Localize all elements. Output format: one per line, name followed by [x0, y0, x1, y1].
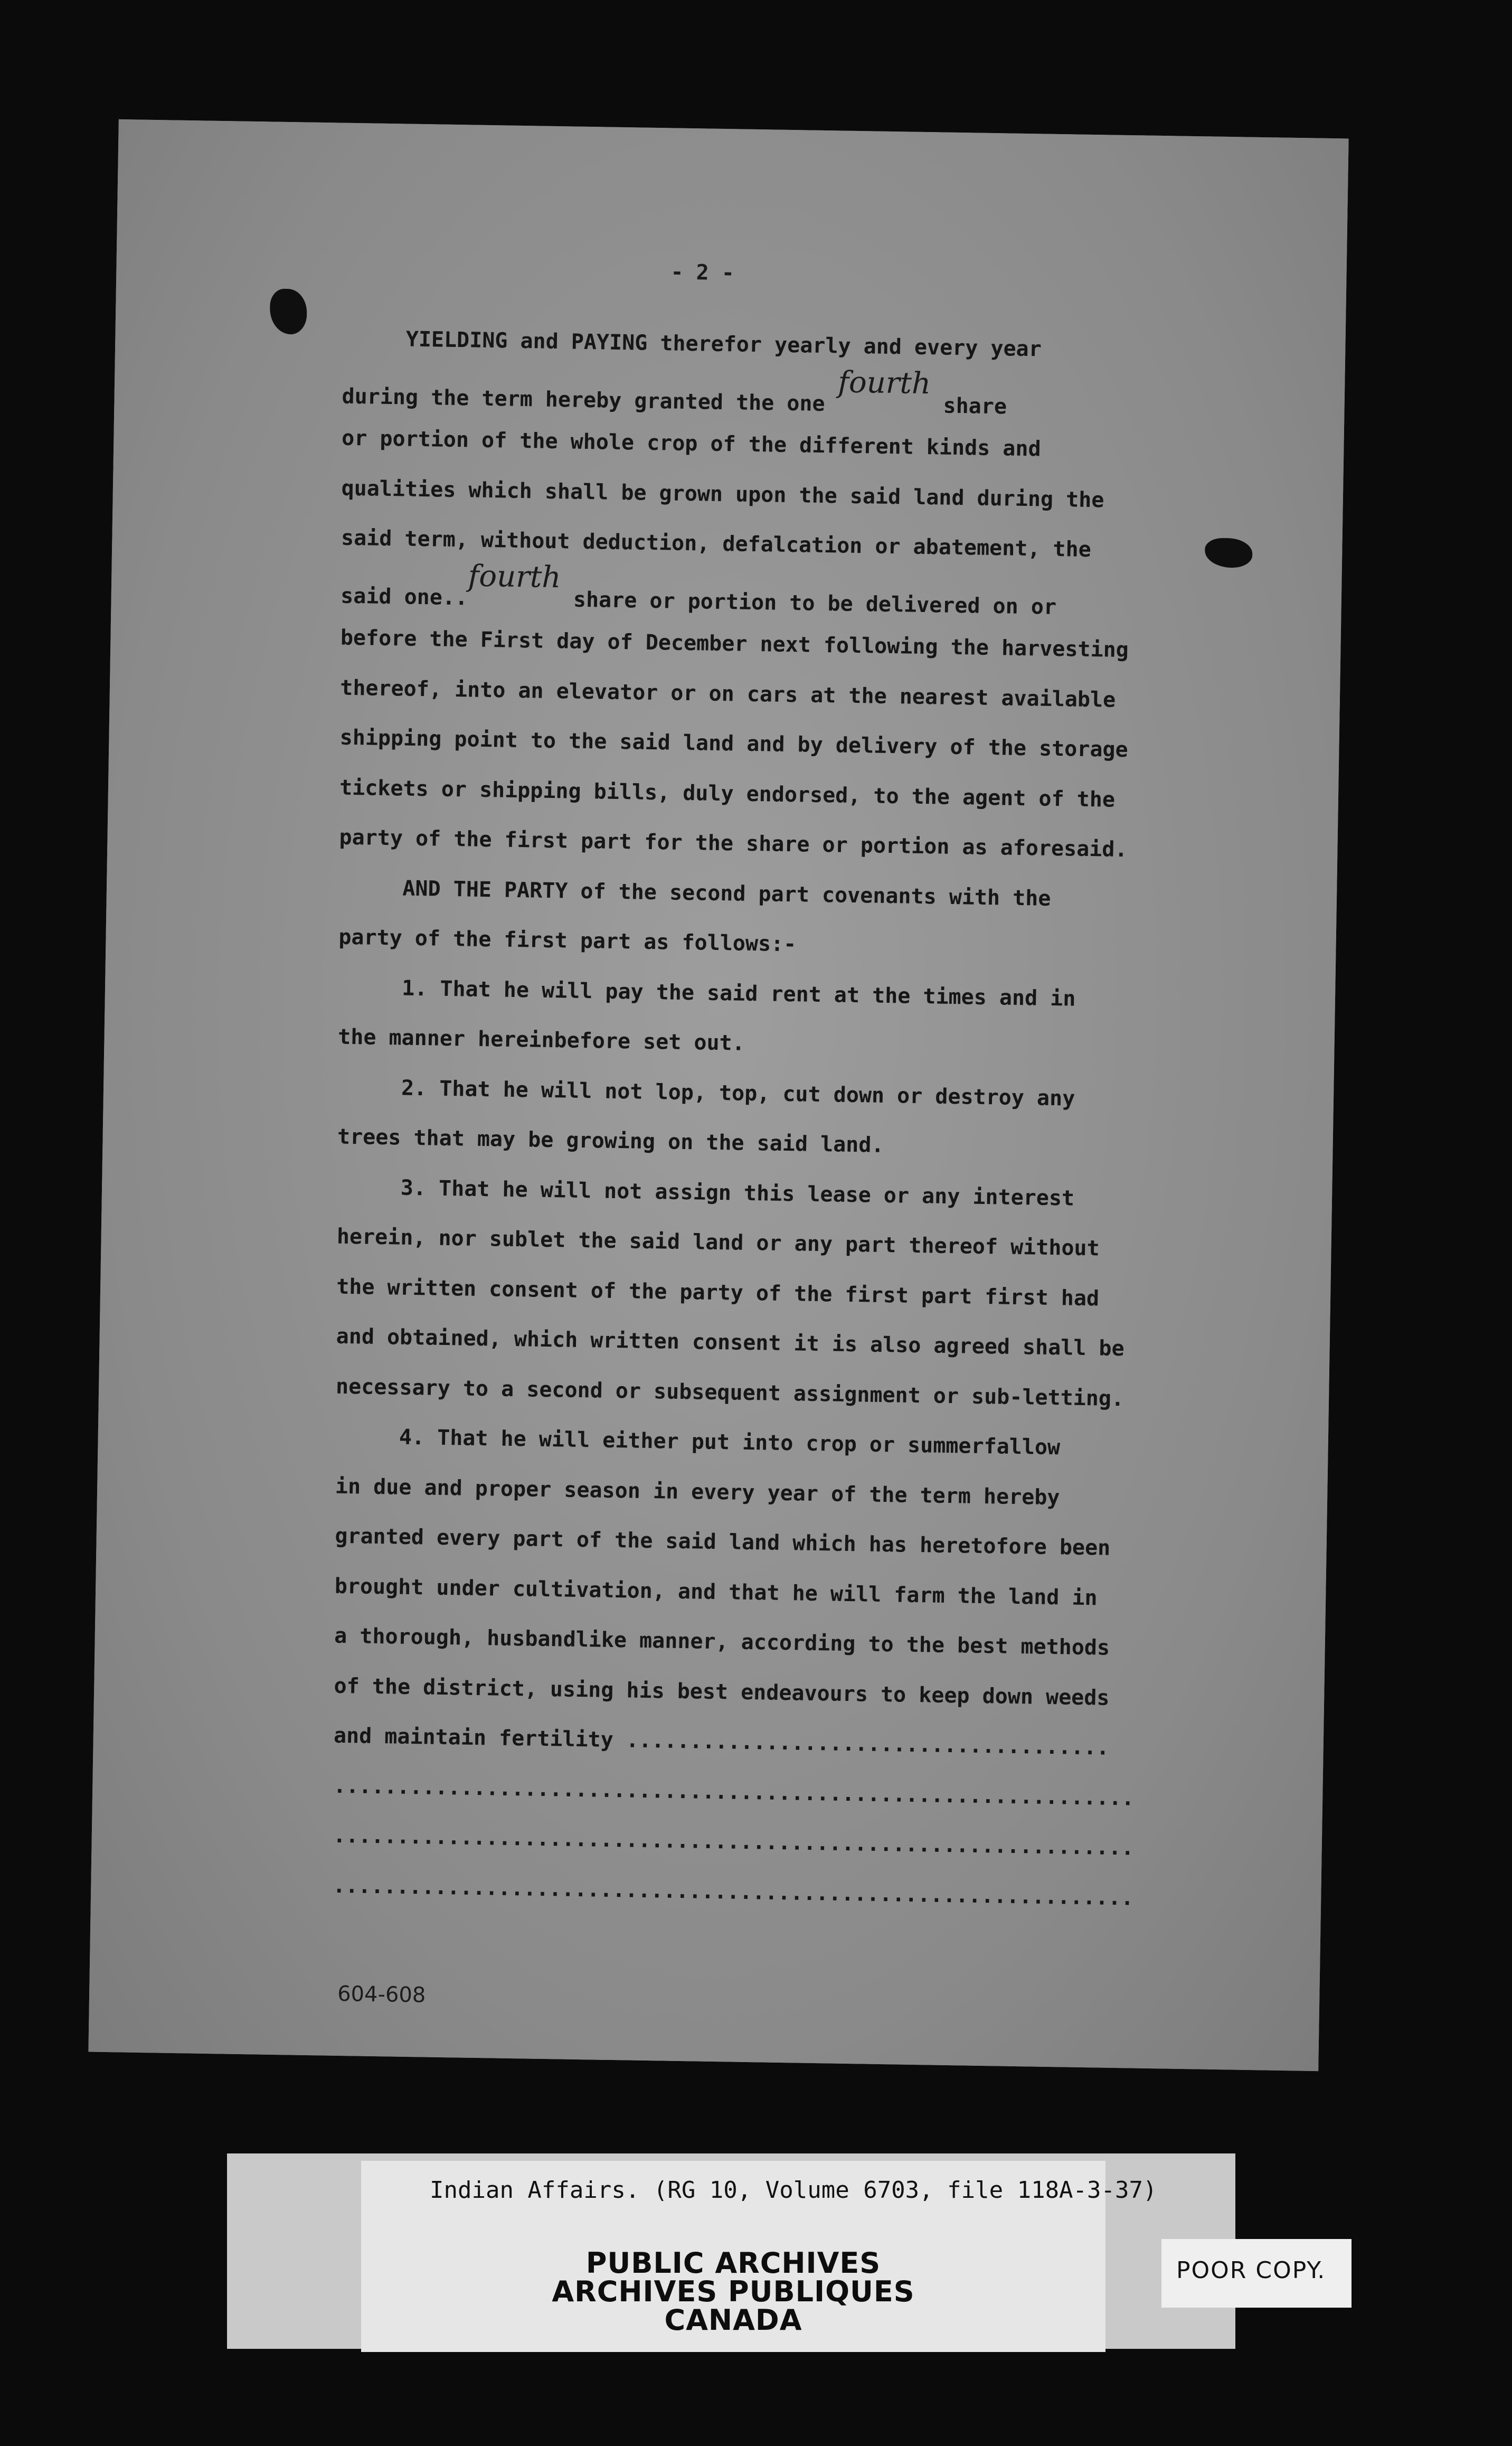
text-line: [336, 1324, 1124, 1361]
text-line: [341, 626, 1129, 662]
document-page: [88, 119, 1348, 2071]
text-line: [341, 526, 1091, 562]
text-line: [334, 1673, 1110, 1710]
text-line: [335, 1524, 1111, 1560]
text-line: [342, 426, 1041, 462]
archive-name-fr: ARCHIVES PUBLIQUES: [552, 2275, 915, 2308]
typed-text: YIELDING and PAYING therefor yearly and every year: [342, 326, 1042, 362]
typed-text: brought under cultivation, and that he will farm the land in: [334, 1574, 1098, 1610]
text-line: [341, 476, 1104, 512]
poor-copy-tag: [1161, 2239, 1352, 2308]
typed-text: or portion of the whole crop of the different kinds and: [341, 426, 1041, 462]
typed-text: said term, without deduction, defalcation or abatement, the: [341, 525, 1092, 562]
archive-name-en: PUBLIC ARCHIVES: [585, 2246, 881, 2280]
poor-copy-note: POOR COPY.: [1176, 2257, 1326, 2284]
text-line: [338, 1025, 745, 1056]
typed-text: 3. That he will not assign this lease or any interest: [337, 1174, 1075, 1211]
text-line: [337, 1075, 1075, 1111]
archive-reference: Indian Affairs. (RG 10, Volume 6703, file 118A-3-37): [430, 2177, 1157, 2204]
typed-text: qualities which shall be grown upon the said land during the: [341, 476, 1104, 512]
typed-text: a thorough, husbandlike manner, according to the best methods: [334, 1623, 1110, 1660]
ink-blot: [270, 288, 307, 334]
handwritten-fill: fourth: [837, 364, 931, 401]
typed-text: party of the first part as follows:-: [338, 925, 797, 957]
text-line: [335, 1474, 1060, 1510]
typed-text: in due and proper season in every year of the term hereby: [335, 1474, 1060, 1510]
typed-text: before the First day of December next following the harvesting: [340, 625, 1129, 663]
text-line: [339, 775, 1116, 812]
typed-text: during the term hereby granted the one: [342, 384, 838, 416]
lease-text: [119, 119, 1349, 1911]
typed-text: ...............................................................: [333, 1773, 1135, 1811]
text-line: [337, 1174, 1074, 1210]
typed-text: and maintain fertility ......................................: [333, 1723, 1110, 1760]
typed-text: ...............................................................: [333, 1823, 1135, 1860]
typed-text: tickets or shipping bills, duly endorsed, to the agent of the: [339, 775, 1116, 812]
page-number: - 2 -: [670, 260, 735, 286]
typed-text: 2. That he will not lop, top, cut down or destroy any: [337, 1075, 1075, 1111]
ink-blot: [1205, 538, 1253, 568]
typed-text: shipping point to the said land and by delivery of the storage: [339, 725, 1129, 763]
text-line: [336, 1374, 1124, 1410]
typed-text: said one..: [340, 584, 468, 610]
text-line: [338, 975, 1075, 1011]
text-line: [334, 1724, 1110, 1760]
typed-text: the written consent of the party of the first part first had: [336, 1274, 1100, 1311]
text-line: [336, 1274, 1099, 1311]
text-line: [337, 1125, 884, 1158]
text-line: [333, 1873, 1134, 1910]
typed-text: 4. That he will either put into crop or summerfallow: [335, 1424, 1061, 1460]
typed-text: thereof, into an elevator or on cars at the nearest available: [339, 675, 1116, 712]
text-line: [339, 875, 1051, 910]
typed-text: trees that may be growing on the said land.: [337, 1124, 884, 1158]
text-line: [333, 1773, 1135, 1810]
typed-text: 1. That he will pay the said rent at the times and in: [338, 975, 1076, 1011]
typed-text: ...............................................................: [332, 1873, 1134, 1911]
text-line: [342, 364, 1007, 421]
archive-country: CANADA: [664, 2303, 802, 2337]
text-line: [339, 726, 1128, 762]
typed-text: granted every part of the said land which has heretofore been: [335, 1523, 1111, 1560]
typed-text: AND THE PARTY of the second part covenants with the: [338, 875, 1051, 911]
text-line: [334, 1624, 1110, 1660]
text-line: [337, 1225, 1100, 1261]
typed-text: herein, nor sublet the said land or any part thereof without: [336, 1224, 1100, 1261]
text-line: [339, 825, 1128, 862]
text-line: [340, 558, 1057, 621]
text-line: [333, 1823, 1135, 1860]
handwritten-fill: fourth: [468, 558, 562, 595]
typed-text: and obtained, which written consent it is also agreed shall be: [336, 1324, 1125, 1361]
text-line: [335, 1424, 1060, 1460]
text-line: [334, 1574, 1097, 1610]
archive-label: [361, 2161, 1157, 2352]
typed-text: necessary to a second or subsequent assignment or sub-letting.: [335, 1374, 1124, 1411]
typed-text: share or portion to be delivered on or: [560, 587, 1057, 619]
typed-text: of the district, using his best endeavours to keep down weeds: [334, 1673, 1110, 1710]
text-line: [342, 326, 1042, 362]
form-code: 604-608: [337, 1981, 426, 2008]
typed-text: share: [930, 393, 1007, 419]
typed-text: party of the first part for the share or portion as aforesaid.: [339, 825, 1128, 862]
typed-text: the manner hereinbefore set out.: [337, 1024, 745, 1056]
text-line: [340, 675, 1116, 712]
text-line: [338, 925, 797, 957]
